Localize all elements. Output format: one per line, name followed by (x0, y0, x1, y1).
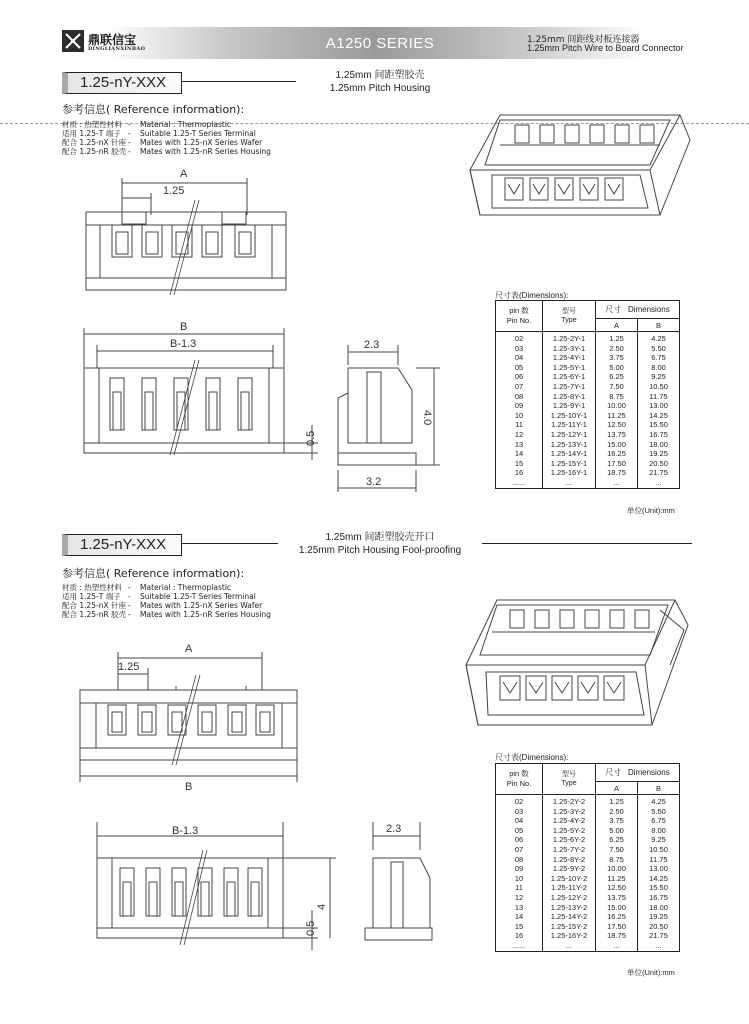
cell-type: 1.25-8Y-1 (543, 392, 596, 402)
reference-heading: 参考信息( Reference information): (62, 103, 245, 116)
cell-type: 1.25-15Y-2 (543, 922, 596, 932)
cell-type: 1.25-2Y-1 (543, 332, 596, 344)
section-title-en: 1.25mm Pitch Housing (329, 83, 431, 94)
cell-type: 1.25-9Y-2 (543, 864, 596, 874)
cell-a: 15.00 (596, 440, 638, 450)
part-code-tab: 1.25-nY-XXX (62, 72, 182, 94)
cell-a: 10.00 (596, 864, 638, 874)
cell-type: 1.25-13Y-1 (543, 440, 596, 450)
header-desc-cn: 1.25mm 间距线对板连接器 (527, 35, 640, 45)
cell-b: 6.75 (638, 353, 680, 363)
cell-a: 5.00 (596, 826, 638, 836)
cell-b: 20.50 (638, 922, 680, 932)
cell-pin: 06 (496, 835, 543, 845)
cell-a: 8.75 (596, 855, 638, 865)
cell-type: 1.25-5Y-1 (543, 363, 596, 373)
dim-label-w23: 2.3 (386, 823, 402, 835)
section-title-cn: 1.25mm 间距塑胶壳开口 (325, 532, 435, 543)
cell-b: 16.75 (638, 893, 680, 903)
brand-name-cn: 鼎联信宝 (88, 33, 137, 47)
cell-pin: 09 (496, 401, 543, 411)
cell-a: 11.25 (596, 874, 638, 884)
cell-b: 19.25 (638, 449, 680, 459)
cell-type: 1.25-2Y-2 (543, 795, 596, 807)
cell-a: 12.50 (596, 420, 638, 430)
dimensions-caption: 尺寸表(Dimensions): (495, 753, 569, 762)
cell-pin: 12 (496, 430, 543, 440)
col-header-b: B (638, 319, 680, 332)
table-row (496, 922, 680, 932)
cell-pin: 02 (496, 795, 543, 807)
cell-a: 13.75 (596, 430, 638, 440)
dim-label-b: B (185, 781, 193, 793)
col-header-type: 型号 Type (543, 301, 596, 332)
table-row (496, 807, 680, 817)
cell-a: 1.25 (596, 795, 638, 807)
cell-type: 1.25-3Y-1 (543, 344, 596, 354)
cell-type: 1.25-6Y-2 (543, 835, 596, 845)
dimensions-table (495, 763, 680, 952)
cell-a: 15.00 (596, 903, 638, 913)
table-row (496, 835, 680, 845)
col-header-a: A (596, 782, 638, 795)
cell-pin: 15 (496, 459, 543, 469)
cell-type: 1.25-14Y-2 (543, 912, 596, 922)
cell-pin: 10 (496, 874, 543, 884)
table-row (496, 845, 680, 855)
cell-a: ... (596, 478, 638, 488)
part-code-tab: 1.25-nY-XXX (62, 534, 182, 556)
table-row (496, 855, 680, 865)
col-header-dimensions: 尺寸 Dimensions (596, 301, 680, 319)
cell-a: 18.75 (596, 468, 638, 478)
cell-pin: 12 (496, 893, 543, 903)
header-desc-en: 1.25mm Pitch Wire to Board Connector (527, 43, 684, 53)
cell-a: 6.25 (596, 835, 638, 845)
table-row (496, 941, 680, 951)
dim-label-b13: B-1.3 (172, 825, 199, 837)
cell-b: 16.75 (638, 430, 680, 440)
cell-type: 1.25-4Y-2 (543, 816, 596, 826)
cell-a: 1.25 (596, 332, 638, 344)
cell-b: 5.50 (638, 807, 680, 817)
cell-type: 1.25-4Y-1 (543, 353, 596, 363)
cell-type: 1.25-12Y-1 (543, 430, 596, 440)
cell-pin: 09 (496, 864, 543, 874)
cell-pin: 07 (496, 382, 543, 392)
spec-item: 材质 : 热塑性材料 - Material : Thermoplastic (62, 583, 232, 592)
cell-b: 9.25 (638, 835, 680, 845)
cell-type: 1.25-9Y-1 (543, 401, 596, 411)
cell-type: 1.25-10Y-1 (543, 411, 596, 421)
cell-a: 10.00 (596, 401, 638, 411)
cell-a: 7.50 (596, 382, 638, 392)
unit-note: 单位(Unit):mm (627, 506, 675, 515)
table-row (496, 893, 680, 903)
table-row (496, 912, 680, 922)
dim-label-w32: 3.2 (366, 476, 382, 488)
dim-label-h4: 4 (316, 903, 328, 910)
cell-pin: 03 (496, 344, 543, 354)
dim-label-b13: B-1.3 (170, 338, 197, 350)
dim-label-a: A (185, 643, 193, 655)
section-title-en: 1.25mm Pitch Housing Fool-proofing (298, 545, 462, 556)
table-row (496, 795, 680, 807)
cell-pin: 14 (496, 449, 543, 459)
cell-pin: 02 (496, 332, 543, 344)
table-row (496, 903, 680, 913)
dim-label-w23: 2.3 (364, 339, 380, 351)
brand-name-en: DINGLIANXINBAO (88, 46, 146, 52)
col-header-pin: pin 数 Pin No. (496, 764, 543, 795)
cell-a: 7.50 (596, 845, 638, 855)
table-row (496, 816, 680, 826)
cell-type: 1.25-7Y-2 (543, 845, 596, 855)
cell-b: 13.00 (638, 401, 680, 411)
cell-b: 18.00 (638, 440, 680, 450)
cell-pin: 14 (496, 912, 543, 922)
dim-label-h40: 4.0 (421, 410, 433, 426)
spec-item: 配合 1.25-nX 针座 - Mates with 1.25-nX Series Wafer (62, 601, 263, 610)
cell-pin: 08 (496, 855, 543, 865)
cell-type: 1.25-12Y-2 (543, 893, 596, 903)
dim-label-h05: 0.5 (305, 430, 317, 446)
cell-type: ... (543, 478, 596, 488)
cell-pin: 16 (496, 468, 543, 478)
cell-a: 16.25 (596, 449, 638, 459)
cell-b: 10.50 (638, 845, 680, 855)
cell-pin: 05 (496, 363, 543, 373)
cell-type: 1.25-16Y-1 (543, 468, 596, 478)
cell-b: ... (638, 941, 680, 951)
cell-pin: 11 (496, 883, 543, 893)
cell-pin: 13 (496, 440, 543, 450)
cell-b: 4.25 (638, 795, 680, 807)
cell-a: 2.50 (596, 344, 638, 354)
unit-note: 单位(Unit):mm (627, 968, 675, 977)
dim-label-pitch: 1.25 (118, 661, 140, 673)
cell-pin: 04 (496, 816, 543, 826)
col-header-dimensions: 尺寸 Dimensions (596, 764, 680, 782)
cell-b: 21.75 (638, 931, 680, 941)
dim-label-pitch: 1.25 (163, 185, 185, 197)
cell-type: 1.25-11Y-1 (543, 420, 596, 430)
cell-b: 19.25 (638, 912, 680, 922)
cell-pin: 07 (496, 845, 543, 855)
table-row (496, 826, 680, 836)
spec-item: 适用 1.25-T 端子 - Suitable 1.25-T Series Terminal (62, 592, 256, 601)
col-header-type: 型号 Type (543, 764, 596, 795)
cell-type: 1.25-6Y-1 (543, 372, 596, 382)
cell-a: 12.50 (596, 883, 638, 893)
cell-pin: 10 (496, 411, 543, 421)
cell-pin: ...... (496, 941, 543, 951)
cell-pin: 06 (496, 372, 543, 382)
cell-a: 18.75 (596, 931, 638, 941)
cell-b: 13.00 (638, 864, 680, 874)
cell-a: 5.00 (596, 363, 638, 373)
dim-label-a: A (180, 168, 188, 180)
series-title: A1250 SERIES (325, 35, 435, 52)
cell-a: 2.50 (596, 807, 638, 817)
dim-label-h05: 0.5 (305, 920, 317, 936)
cell-a: 16.25 (596, 912, 638, 922)
cell-b: 6.75 (638, 816, 680, 826)
cell-a: 8.75 (596, 392, 638, 402)
section-title-cn: 1.25mm 间距塑胶壳 (335, 70, 425, 81)
cell-type: 1.25-15Y-1 (543, 459, 596, 469)
cell-pin: ...... (496, 478, 543, 488)
cell-pin: 13 (496, 903, 543, 913)
cell-type: 1.25-16Y-2 (543, 931, 596, 941)
cell-b: 11.75 (638, 855, 680, 865)
cell-b: 5.50 (638, 344, 680, 354)
spec-item: 配合 1.25-nR 胶壳 - Mates with 1.25-nR Series Housing (62, 147, 271, 156)
cell-pin: 15 (496, 922, 543, 932)
cell-b: 15.50 (638, 883, 680, 893)
cell-b: 4.25 (638, 332, 680, 344)
cell-b: 8.00 (638, 826, 680, 836)
cell-type: 1.25-10Y-2 (543, 874, 596, 884)
table-row (496, 874, 680, 884)
cell-pin: 11 (496, 420, 543, 430)
cell-type: 1.25-7Y-1 (543, 382, 596, 392)
cell-b: 14.25 (638, 874, 680, 884)
cell-b: 21.75 (638, 468, 680, 478)
cell-b: 18.00 (638, 903, 680, 913)
cell-type: 1.25-14Y-1 (543, 449, 596, 459)
cell-a: 3.75 (596, 353, 638, 363)
cell-b: 11.75 (638, 392, 680, 402)
cell-type: 1.25-11Y-2 (543, 883, 596, 893)
cell-a: 3.75 (596, 816, 638, 826)
cell-a: 17.50 (596, 922, 638, 932)
cell-b: ... (638, 478, 680, 488)
cell-pin: 08 (496, 392, 543, 402)
spec-item: 材质 : 热塑性材料 - Material : Thermoplastic (62, 120, 232, 129)
cell-type: 1.25-13Y-2 (543, 903, 596, 913)
table-row (496, 883, 680, 893)
cell-b: 15.50 (638, 420, 680, 430)
reference-heading: 参考信息( Reference information): (62, 567, 245, 580)
cell-pin: 04 (496, 353, 543, 363)
spec-item: 配合 1.25-nR 胶壳 - Mates with 1.25-nR Series Housing (62, 610, 271, 619)
cell-b: 14.25 (638, 411, 680, 421)
cell-type: 1.25-8Y-2 (543, 855, 596, 865)
cell-type: ... (543, 941, 596, 951)
cell-a: ... (596, 941, 638, 951)
cell-a: 17.50 (596, 459, 638, 469)
cell-type: 1.25-5Y-2 (543, 826, 596, 836)
cell-b: 9.25 (638, 372, 680, 382)
cell-a: 13.75 (596, 893, 638, 903)
table-row (496, 864, 680, 874)
cell-b: 10.50 (638, 382, 680, 392)
cell-type: 1.25-3Y-2 (543, 807, 596, 817)
cell-pin: 16 (496, 931, 543, 941)
cell-pin: 05 (496, 826, 543, 836)
dim-label-b: B (180, 321, 188, 333)
dimensions-caption: 尺寸表(Dimensions): (495, 291, 569, 300)
cell-b: 20.50 (638, 459, 680, 469)
col-header-a: A (596, 319, 638, 332)
cell-a: 11.25 (596, 411, 638, 421)
cell-a: 6.25 (596, 372, 638, 382)
spec-item: 配合 1.25-nX 针座 - Mates with 1.25-nX Series Wafer (62, 138, 263, 147)
spec-item: 适用 1.25-T 端子 - Suitable 1.25-T Series Terminal (62, 129, 256, 138)
col-header-pin: pin 数 Pin No. (496, 301, 543, 332)
table-row (496, 931, 680, 941)
cell-b: 8.00 (638, 363, 680, 373)
cell-pin: 03 (496, 807, 543, 817)
col-header-b: B (638, 782, 680, 795)
